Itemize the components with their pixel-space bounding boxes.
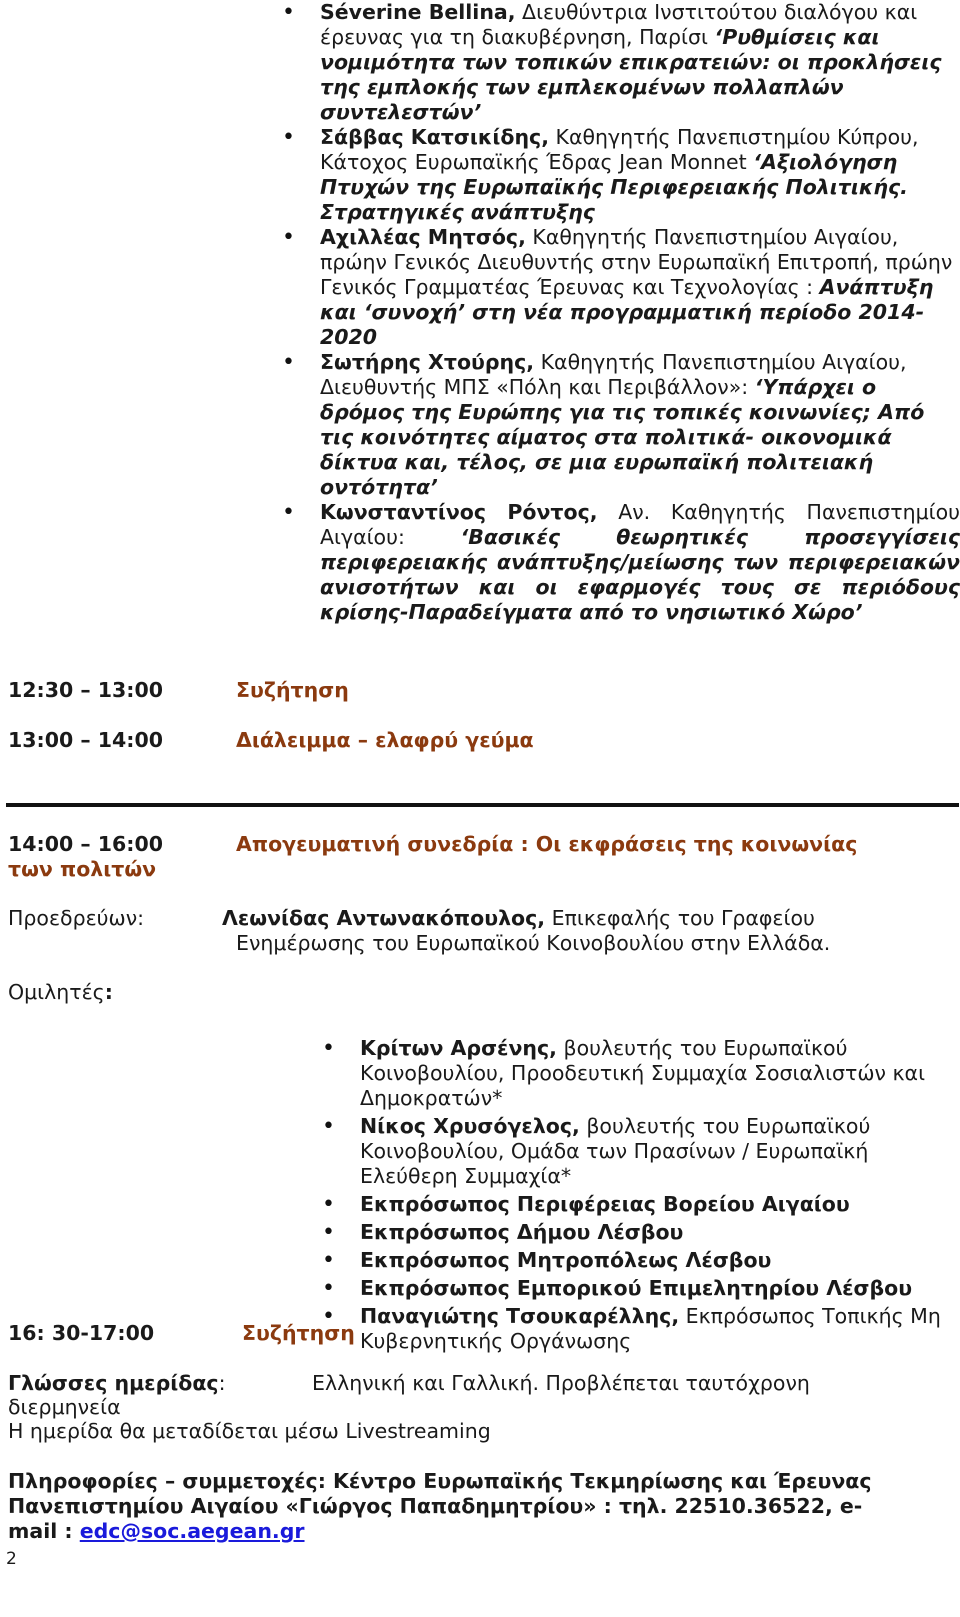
page-number: 2 — [6, 1549, 17, 1569]
speaker-role: Καθηγητής Πανεπιστημίου Κύπρου, Κάτοχος Ευρωπαϊκής Έδρας Jean Monnet — [320, 125, 919, 174]
speaker-role: Καθηγητής Πανεπιστημίου Αιγαίου, Διευθυντής ΜΠΣ «Πόλη και Περιβάλλον»: — [320, 350, 907, 399]
speaker-name: Εκπρόσωπος Εμπορικού Επιμελητηρίου Λέσβου — [360, 1276, 913, 1300]
list-item — [360, 1192, 960, 1217]
list-item — [320, 225, 960, 350]
list-item — [320, 0, 960, 125]
chair-line — [222, 906, 815, 931]
session-label: Συζήτηση — [242, 1321, 355, 1345]
email-link[interactable]: edc@soc.aegean.gr — [79, 1519, 305, 1543]
list-item — [360, 1220, 960, 1245]
talk-title: ‘Βασικές θεωρητικές προσεγγίσεις περιφερειακής ανάπτυξης/μείωσης των περιφερειακών ανισοτήτων και οι εφαρμογές τους σε περιόδους κρίσης-Παραδείγματα από το νησιωτικό Χώρο’ — [320, 525, 960, 624]
morning-speaker-list — [320, 0, 960, 625]
session-time: 16: 30-17:00 — [8, 1321, 155, 1345]
speaker-role: Αν. Καθηγητής Πανεπιστημίου Αιγαίου: — [320, 500, 960, 549]
session-time: 14:00 – 16:00 — [8, 832, 164, 856]
languages-value-continued: διερμηνεία — [8, 1395, 121, 1419]
list-item — [360, 1036, 960, 1111]
speaker-name: Κωνσταντίνος Ρόντος, — [320, 500, 598, 524]
speaker-name: Σάββας Κατσικίδης, — [320, 125, 549, 149]
languages-value: Ελληνική και Γαλλική. Προβλέπεται ταυτόχρονη — [312, 1371, 810, 1395]
session-time: 13:00 – 14:00 — [8, 728, 164, 752]
speaker-name: Εκπρόσωπος Περιφέρειας Βορείου Αιγαίου — [360, 1192, 850, 1216]
speaker-name: Νίκος Χρυσόγελος, — [360, 1114, 580, 1138]
livestream-note: Η ημερίδα θα μεταδίδεται μέσω Livestreaming — [8, 1419, 491, 1443]
info-email-line: mail : edc@soc.aegean.gr — [8, 1519, 305, 1543]
talk-title: ‘Ρυθμίσεις και νομιμότητα των τοπικών επικρατειών: οι προκλήσεις της εμπλοκής των εμπλεκομένων πολλαπλών συντελεστών’ — [320, 25, 942, 124]
speaker-name: Εκπρόσωπος Μητροπόλεως Λέσβου — [360, 1248, 772, 1272]
speaker-role: Εκπρόσωπος Τοπικής Μη Κυβερνητικής Οργάνωσης — [360, 1304, 941, 1353]
list-item — [320, 350, 960, 500]
session-label: Συζήτηση — [236, 678, 349, 702]
session-title: Απογευματινή συνεδρία : Οι εκφράσεις της κοινωνίας — [236, 832, 858, 856]
list-item — [320, 500, 960, 625]
list-item — [360, 1248, 960, 1273]
chair-role: Επικεφαλής του Γραφείου — [545, 906, 815, 930]
speaker-role: Διευθύντρια Ινστιτούτου διαλόγου και έρευνας για τη διακυβέρνηση, Παρίσι — [320, 0, 918, 49]
languages-label: Γλώσσες ημερίδας: — [8, 1371, 226, 1395]
talk-title: ‘Υπάρχει ο δρόμος της Ευρώπης για τις τοπικές κοινωνίες; Από τις κοινότητες αίματος στα πολιτικά- οικονομικά δίκτυα και, τέλος, σε μια ευρωπαϊκή πολιτειακή οντότητα’ — [320, 375, 925, 499]
chair-label: Προεδρεύων: — [8, 906, 145, 930]
speaker-name: Παναγιώτης Τσουκαρέλλης, — [360, 1304, 680, 1328]
session-time: 12:30 – 13:00 — [8, 678, 164, 702]
info-line: Πληροφορίες – συμμετοχές: Κέντρο Ευρωπαϊκής Τεκμηρίωσης και Έρευνας — [8, 1469, 872, 1493]
talk-title: ‘Αξιολόγηση Πτυχών της Ευρωπαϊκής Περιφερειακής Πολιτικής. Στρατηγικές ανάπτυξης — [320, 150, 908, 224]
speaker-name: Κρίτων Αρσένης, — [360, 1036, 557, 1060]
talk-title: Ανάπτυξη και ‘συνοχή’ στη νέα προγραμματική περίοδο 2014-2020 — [320, 275, 934, 349]
section-divider — [6, 803, 959, 807]
speaker-name: Séverine Bellina, — [320, 0, 516, 24]
list-item — [320, 125, 960, 225]
list-item — [360, 1114, 960, 1189]
chair-name: Λεωνίδας Αντωνακόπουλος, — [222, 906, 546, 930]
speaker-name: Αχιλλέας Μητσός, — [320, 225, 526, 249]
chair-role-continued: Ενημέρωσης του Ευρωπαϊκού Κοινοβουλίου στην Ελλάδα. — [236, 931, 831, 955]
info-line: Πανεπιστημίου Αιγαίου «Γιώργος Παπαδημητρίου» : τηλ. 22510.36522, e- — [8, 1494, 863, 1518]
list-item — [360, 1304, 960, 1354]
speaker-role: Καθηγητής Πανεπιστημίου Αιγαίου, πρώην Γενικός Διευθυντής στην Ευρωπαϊκή Επιτροπή, πρώην Γενικός Γραμματέας Έρευνας και Τεχνολογίας : — [320, 225, 953, 299]
speakers-label: Ομιλητές: — [8, 980, 113, 1004]
speaker-role: βουλευτής του Ευρωπαϊκού Κοινοβουλίου, Ομάδα των Πρασίνων / Ευρωπαϊκή Ελεύθερη Συμμαχία* — [360, 1114, 871, 1188]
afternoon-speaker-list — [360, 1036, 960, 1357]
list-item — [360, 1276, 960, 1301]
speaker-name: Σωτήρης Χτούρης, — [320, 350, 535, 374]
session-title-continued: των πολιτών — [8, 857, 157, 881]
session-label: Διάλειμμα – ελαφρύ γεύμα — [236, 728, 534, 752]
speaker-role: βουλευτής του Ευρωπαϊκού Κοινοβουλίου, Προοδευτική Συμμαχία Σοσιαλιστών και Δημοκρατών* — [360, 1036, 926, 1110]
speaker-name: Εκπρόσωπος Δήμου Λέσβου — [360, 1220, 684, 1244]
